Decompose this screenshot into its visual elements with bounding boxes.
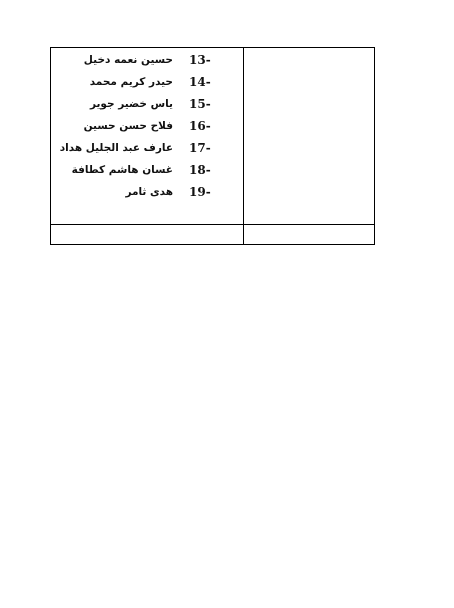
entry-number: 15- xyxy=(189,97,211,111)
entry-number: 14- xyxy=(189,75,211,89)
entry-number: 17- xyxy=(189,141,211,155)
names-cell xyxy=(51,48,244,224)
list-item xyxy=(51,181,244,203)
list-item xyxy=(51,93,244,115)
entry-name: حيدر كريم محمد xyxy=(89,76,173,88)
empty-cell xyxy=(244,225,375,245)
names-table xyxy=(50,47,375,245)
entry-number: 16- xyxy=(189,119,211,133)
list-item xyxy=(51,159,244,181)
entry-number: 18- xyxy=(189,163,211,177)
empty-cell xyxy=(244,48,375,224)
list-item xyxy=(51,137,244,159)
list-item xyxy=(51,71,244,93)
entry-name: عارف عبد الجليل هداد xyxy=(59,142,173,154)
entry-name: حسين نعمه دخيل xyxy=(83,54,173,66)
entry-name: غسان هاشم كطافة xyxy=(71,164,173,176)
list-item xyxy=(51,115,244,137)
list-item xyxy=(51,49,244,71)
entry-number: 13- xyxy=(189,53,211,67)
empty-cell xyxy=(51,225,244,245)
entry-name: فلاح حسن حسين xyxy=(83,120,173,132)
entry-name: ياس خضير جوير xyxy=(89,98,173,110)
entry-name: هدى ثامر xyxy=(125,186,173,198)
entry-number: 19- xyxy=(189,185,211,199)
